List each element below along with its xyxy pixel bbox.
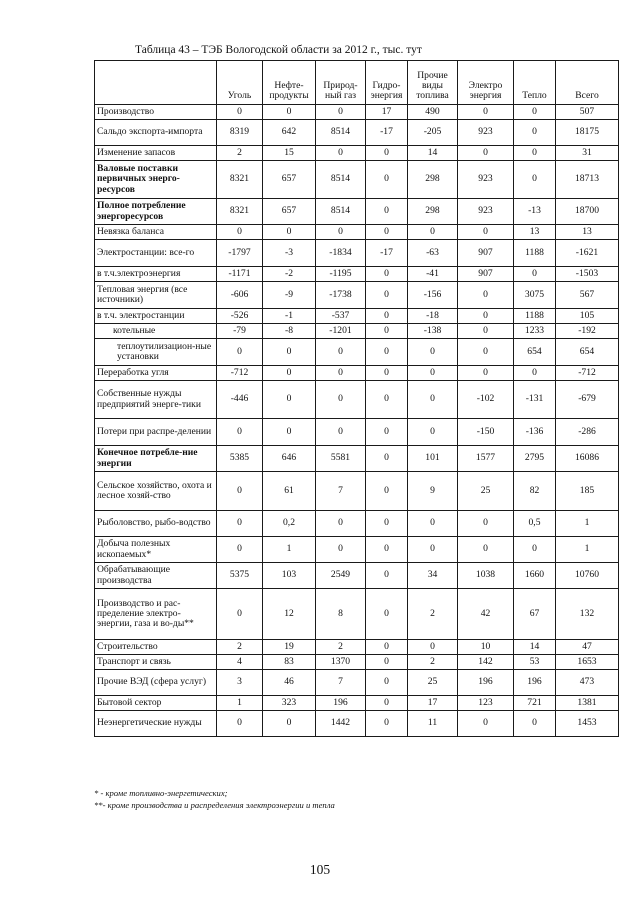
table-cell: 0 [366, 146, 408, 161]
table-cell: 0 [263, 366, 316, 381]
table-cell: 1038 [458, 563, 514, 589]
table-cell: 17 [408, 696, 458, 711]
row-label: Строительство [95, 640, 217, 655]
table-cell: -1171 [217, 267, 263, 282]
table-row [95, 366, 619, 381]
table-cell: 0,2 [263, 511, 316, 537]
table-cell: 3 [217, 670, 263, 696]
table-cell: 185 [556, 472, 619, 511]
table-cell: 923 [458, 199, 514, 225]
header-cell-natural-gas: Природ-ный газ [316, 61, 366, 105]
table-cell: 1453 [556, 711, 619, 737]
table-cell: 47 [556, 640, 619, 655]
table-cell: 0 [408, 537, 458, 563]
table-row [95, 419, 619, 446]
table-cell: 67 [514, 589, 556, 640]
header-cell-hydro: Гидро-энергия [366, 61, 408, 105]
footnote: **- кроме производства и распределения электроэнергии и тепла [94, 799, 335, 810]
table-cell: 83 [263, 655, 316, 670]
table-cell: 0 [316, 419, 366, 446]
table-row [95, 105, 619, 120]
table-cell: -2 [263, 267, 316, 282]
table-cell: -138 [408, 324, 458, 339]
table-row [95, 267, 619, 282]
table-cell: 8321 [217, 161, 263, 199]
table-cell: -1834 [316, 240, 366, 267]
row-label: Добыча полезных ископаемых* [95, 537, 217, 563]
table-cell: 2 [217, 146, 263, 161]
table-cell: -1201 [316, 324, 366, 339]
table-row [95, 161, 619, 199]
energy-balance-table [94, 60, 619, 737]
table-row [95, 670, 619, 696]
table-cell: 298 [408, 199, 458, 225]
table-cell: 0 [458, 225, 514, 240]
row-label: котельные [95, 324, 217, 339]
table-cell: -526 [217, 309, 263, 324]
table-header-row [95, 61, 619, 105]
table-cell: 0 [408, 339, 458, 366]
table-cell: 1653 [556, 655, 619, 670]
table-cell: 654 [514, 339, 556, 366]
table-cell: 0 [366, 655, 408, 670]
table-cell: 2 [316, 640, 366, 655]
table-cell: 0 [458, 309, 514, 324]
table-cell: -192 [556, 324, 619, 339]
table-cell: 5375 [217, 563, 263, 589]
header-cell-oil-products: Нефте-продукты [263, 61, 316, 105]
page-number: 105 [309, 862, 331, 877]
table-cell: 1 [556, 511, 619, 537]
table-cell: 2549 [316, 563, 366, 589]
table-cell: 0 [514, 711, 556, 737]
table-cell: 1233 [514, 324, 556, 339]
table-cell: -1738 [316, 282, 366, 309]
table-cell: 0 [408, 511, 458, 537]
table-cell: 0 [408, 640, 458, 655]
table-cell: -1503 [556, 267, 619, 282]
table-cell: -9 [263, 282, 316, 309]
table-cell: -17 [366, 240, 408, 267]
table-cell: -150 [458, 419, 514, 446]
row-label: Изменение запасов [95, 146, 217, 161]
table-cell: 0 [217, 105, 263, 120]
row-label: Бытовой сектор [95, 696, 217, 711]
table-cell: 0 [514, 267, 556, 282]
table-cell: 5581 [316, 446, 366, 472]
table-cell: 142 [458, 655, 514, 670]
row-label: Собственные нужды предприятий энерге-тики [95, 381, 217, 419]
table-cell: 923 [458, 120, 514, 146]
header-cell-other-fuels: Прочие виды топлива [408, 61, 458, 105]
table-cell: 490 [408, 105, 458, 120]
table-cell: 4 [217, 655, 263, 670]
table-cell: -712 [556, 366, 619, 381]
table-cell: -1195 [316, 267, 366, 282]
table-cell: 2 [408, 589, 458, 640]
table-cell: -131 [514, 381, 556, 419]
table-cell: -18 [408, 309, 458, 324]
table-cell: 0 [408, 419, 458, 446]
table-cell: 25 [458, 472, 514, 511]
table-cell: 0 [217, 225, 263, 240]
table-cell: 1 [263, 537, 316, 563]
table-cell: 0 [458, 146, 514, 161]
table-cell: -1621 [556, 240, 619, 267]
table-cell: 507 [556, 105, 619, 120]
table-cell: -537 [316, 309, 366, 324]
table-cell: 0 [458, 711, 514, 737]
footnote: * - кроме топливно-энергетических; [94, 788, 228, 798]
table-cell: 0 [263, 381, 316, 419]
table-cell: 0 [366, 199, 408, 225]
table-cell: 0 [458, 537, 514, 563]
table-cell: -79 [217, 324, 263, 339]
table-cell: 3075 [514, 282, 556, 309]
table-cell: 1188 [514, 240, 556, 267]
table-cell: 567 [556, 282, 619, 309]
table-cell: 11 [408, 711, 458, 737]
table-cell: 8321 [217, 199, 263, 225]
table-cell: 0 [217, 472, 263, 511]
table-cell: 0 [366, 381, 408, 419]
table-cell: 923 [458, 161, 514, 199]
table-cell: 0 [458, 282, 514, 309]
header-cell-total: Всего [556, 61, 619, 105]
header-cell-coal: Уголь [217, 61, 263, 105]
table-cell: 1577 [458, 446, 514, 472]
table-cell: 8514 [316, 161, 366, 199]
table-cell: -3 [263, 240, 316, 267]
table-row [95, 640, 619, 655]
row-label: Рыболовство, рыбо-водство [95, 511, 217, 537]
table-row [95, 146, 619, 161]
table-cell: 8514 [316, 199, 366, 225]
table-cell: 42 [458, 589, 514, 640]
table-row [95, 537, 619, 563]
table-row [95, 511, 619, 537]
table-cell: 196 [458, 670, 514, 696]
table-cell: 18700 [556, 199, 619, 225]
table-cell: 473 [556, 670, 619, 696]
row-label: Валовые поставки первичных энерго-ресурсов [95, 161, 217, 199]
table-cell: 10760 [556, 563, 619, 589]
table-cell: 0 [217, 711, 263, 737]
table-cell: -13 [514, 199, 556, 225]
table-body [95, 105, 619, 737]
table-cell: 0 [366, 670, 408, 696]
table-cell: 2 [217, 640, 263, 655]
table-cell: 0 [366, 419, 408, 446]
table-cell: 0 [408, 366, 458, 381]
table-cell: 0 [366, 640, 408, 655]
table-cell: 0 [217, 419, 263, 446]
table-cell: 0 [366, 339, 408, 366]
table-cell: 2 [408, 655, 458, 670]
table-row [95, 240, 619, 267]
table-cell: 907 [458, 240, 514, 267]
table-row [95, 711, 619, 737]
table-cell: 61 [263, 472, 316, 511]
table-row [95, 309, 619, 324]
table-cell: 0 [366, 267, 408, 282]
table-cell: -205 [408, 120, 458, 146]
table-cell: 0 [458, 339, 514, 366]
table-cell: 0 [263, 225, 316, 240]
table-cell: 0 [263, 339, 316, 366]
table-cell: 0 [316, 537, 366, 563]
table-cell: 657 [263, 199, 316, 225]
table-cell: 82 [514, 472, 556, 511]
row-label: теплоутилизацион-ные установки [95, 339, 217, 366]
table-cell: 0 [366, 563, 408, 589]
header-cell-label [95, 61, 217, 105]
footnotes [94, 788, 335, 811]
table-cell: 0 [316, 225, 366, 240]
table-cell: 1 [217, 696, 263, 711]
table-row [95, 339, 619, 366]
table-cell: 17 [366, 105, 408, 120]
table-cell: 16086 [556, 446, 619, 472]
table-cell: 12 [263, 589, 316, 640]
table-cell: 1 [556, 537, 619, 563]
table-cell: 0 [217, 537, 263, 563]
table-row [95, 282, 619, 309]
table-cell: 8514 [316, 120, 366, 146]
table-cell: 0 [366, 446, 408, 472]
table-row [95, 655, 619, 670]
table-cell: 642 [263, 120, 316, 146]
table-cell: 14 [514, 640, 556, 655]
row-label: Полное потребление энергоресурсов [95, 199, 217, 225]
table-row [95, 563, 619, 589]
table-cell: -1797 [217, 240, 263, 267]
table-row [95, 120, 619, 146]
table-cell: 0 [263, 711, 316, 737]
table-cell: 0 [514, 120, 556, 146]
table-cell: 0 [366, 309, 408, 324]
table-cell: -286 [556, 419, 619, 446]
table-cell: 0 [316, 146, 366, 161]
table-cell: 53 [514, 655, 556, 670]
table-cell: 0 [366, 696, 408, 711]
table-row [95, 589, 619, 640]
table-row [95, 225, 619, 240]
header-cell-heat: Тепло [514, 61, 556, 105]
row-label: в т.ч.электроэнергия [95, 267, 217, 282]
table-cell: 15 [263, 146, 316, 161]
row-label: Тепловая энергия (все источники) [95, 282, 217, 309]
table-cell: 0 [316, 366, 366, 381]
table-cell: 10 [458, 640, 514, 655]
table-cell: 0 [408, 225, 458, 240]
row-label: в т.ч. электростанции [95, 309, 217, 324]
table-cell: -156 [408, 282, 458, 309]
header-cell-electricity: Электро энергия [458, 61, 514, 105]
table-cell: 5385 [217, 446, 263, 472]
table-cell: 18175 [556, 120, 619, 146]
table-cell: 907 [458, 267, 514, 282]
table-cell: 0 [514, 161, 556, 199]
table-cell: 0 [366, 589, 408, 640]
table-cell: 0 [366, 537, 408, 563]
table-row [95, 199, 619, 225]
table-cell: 0 [458, 366, 514, 381]
table-row [95, 472, 619, 511]
row-label: Обрабатывающие производства [95, 563, 217, 589]
table-cell: 1660 [514, 563, 556, 589]
row-label: Производство [95, 105, 217, 120]
table-cell: 0 [514, 105, 556, 120]
table-row [95, 381, 619, 419]
table-cell: -41 [408, 267, 458, 282]
table-cell: 123 [458, 696, 514, 711]
row-label: Сельское хозяйство, охота и лесное хозяй-ство [95, 472, 217, 511]
table-cell: 0 [217, 339, 263, 366]
table-cell: 7 [316, 472, 366, 511]
table-cell: 14 [408, 146, 458, 161]
table-cell: 0 [366, 225, 408, 240]
table-cell: 105 [556, 309, 619, 324]
table-cell: 0 [514, 537, 556, 563]
table-cell: 0 [458, 324, 514, 339]
table-cell: 1370 [316, 655, 366, 670]
table-cell: -712 [217, 366, 263, 381]
table-row [95, 696, 619, 711]
table-cell: 103 [263, 563, 316, 589]
row-label: Неэнергетические нужды [95, 711, 217, 737]
table-cell: 101 [408, 446, 458, 472]
table-cell: 13 [514, 225, 556, 240]
table-cell: 1188 [514, 309, 556, 324]
table-cell: -17 [366, 120, 408, 146]
table-cell: 0,5 [514, 511, 556, 537]
table-cell: 19 [263, 640, 316, 655]
table-cell: 0 [217, 511, 263, 537]
table-cell: -446 [217, 381, 263, 419]
row-label: Электростанции: все-го [95, 240, 217, 267]
table-cell: -679 [556, 381, 619, 419]
table-cell: 0 [366, 324, 408, 339]
table-cell: 657 [263, 161, 316, 199]
table-cell: 0 [366, 366, 408, 381]
table-cell: 0 [458, 511, 514, 537]
table-cell: 13 [556, 225, 619, 240]
table-cell: 0 [316, 381, 366, 419]
table-cell: -8 [263, 324, 316, 339]
table-row [95, 446, 619, 472]
table-cell: 0 [217, 589, 263, 640]
table-cell: 0 [366, 711, 408, 737]
table-cell: 0 [263, 419, 316, 446]
table-cell: 654 [556, 339, 619, 366]
table-cell: 9 [408, 472, 458, 511]
table-cell: 0 [408, 381, 458, 419]
table-cell: -136 [514, 419, 556, 446]
table-cell: 18713 [556, 161, 619, 199]
table-cell: 0 [514, 146, 556, 161]
table-cell: 8319 [217, 120, 263, 146]
table-cell: -102 [458, 381, 514, 419]
table-cell: 7 [316, 670, 366, 696]
table-cell: 0 [366, 472, 408, 511]
table-cell: 25 [408, 670, 458, 696]
row-label: Прочие ВЭД (сфера услуг) [95, 670, 217, 696]
table-cell: 323 [263, 696, 316, 711]
table-cell: 0 [366, 511, 408, 537]
table-cell: 0 [316, 511, 366, 537]
table-cell: -606 [217, 282, 263, 309]
table-cell: 0 [316, 339, 366, 366]
table-cell: 721 [514, 696, 556, 711]
table-cell: -1 [263, 309, 316, 324]
table-cell: 0 [514, 366, 556, 381]
row-label: Потери при распре-делении [95, 419, 217, 446]
row-label: Конечное потребле-ние энергии [95, 446, 217, 472]
row-label: Переработка угля [95, 366, 217, 381]
table-cell: 0 [316, 105, 366, 120]
row-label: Транспорт и связь [95, 655, 217, 670]
table-cell: 646 [263, 446, 316, 472]
table-cell: 196 [316, 696, 366, 711]
table-cell: 196 [514, 670, 556, 696]
table-cell: 0 [458, 105, 514, 120]
table-cell: 8 [316, 589, 366, 640]
table-cell: 0 [263, 105, 316, 120]
table-cell: 2795 [514, 446, 556, 472]
table-caption: Таблица 43 – ТЭБ Вологодской области за 2012 г., тыс. тут [135, 44, 422, 56]
row-label: Производство и рас-пределение электро-энергии, газа и во-ды** [95, 589, 217, 640]
table-cell: 1381 [556, 696, 619, 711]
row-label: Сальдо экспорта-импорта [95, 120, 217, 146]
table-cell: -63 [408, 240, 458, 267]
row-label: Невязка баланса [95, 225, 217, 240]
table-cell: 34 [408, 563, 458, 589]
table-cell: 0 [366, 282, 408, 309]
table-cell: 132 [556, 589, 619, 640]
table-cell: 31 [556, 146, 619, 161]
table-cell: 46 [263, 670, 316, 696]
table-row [95, 324, 619, 339]
table-cell: 0 [366, 161, 408, 199]
table-cell: 298 [408, 161, 458, 199]
table-cell: 1442 [316, 711, 366, 737]
